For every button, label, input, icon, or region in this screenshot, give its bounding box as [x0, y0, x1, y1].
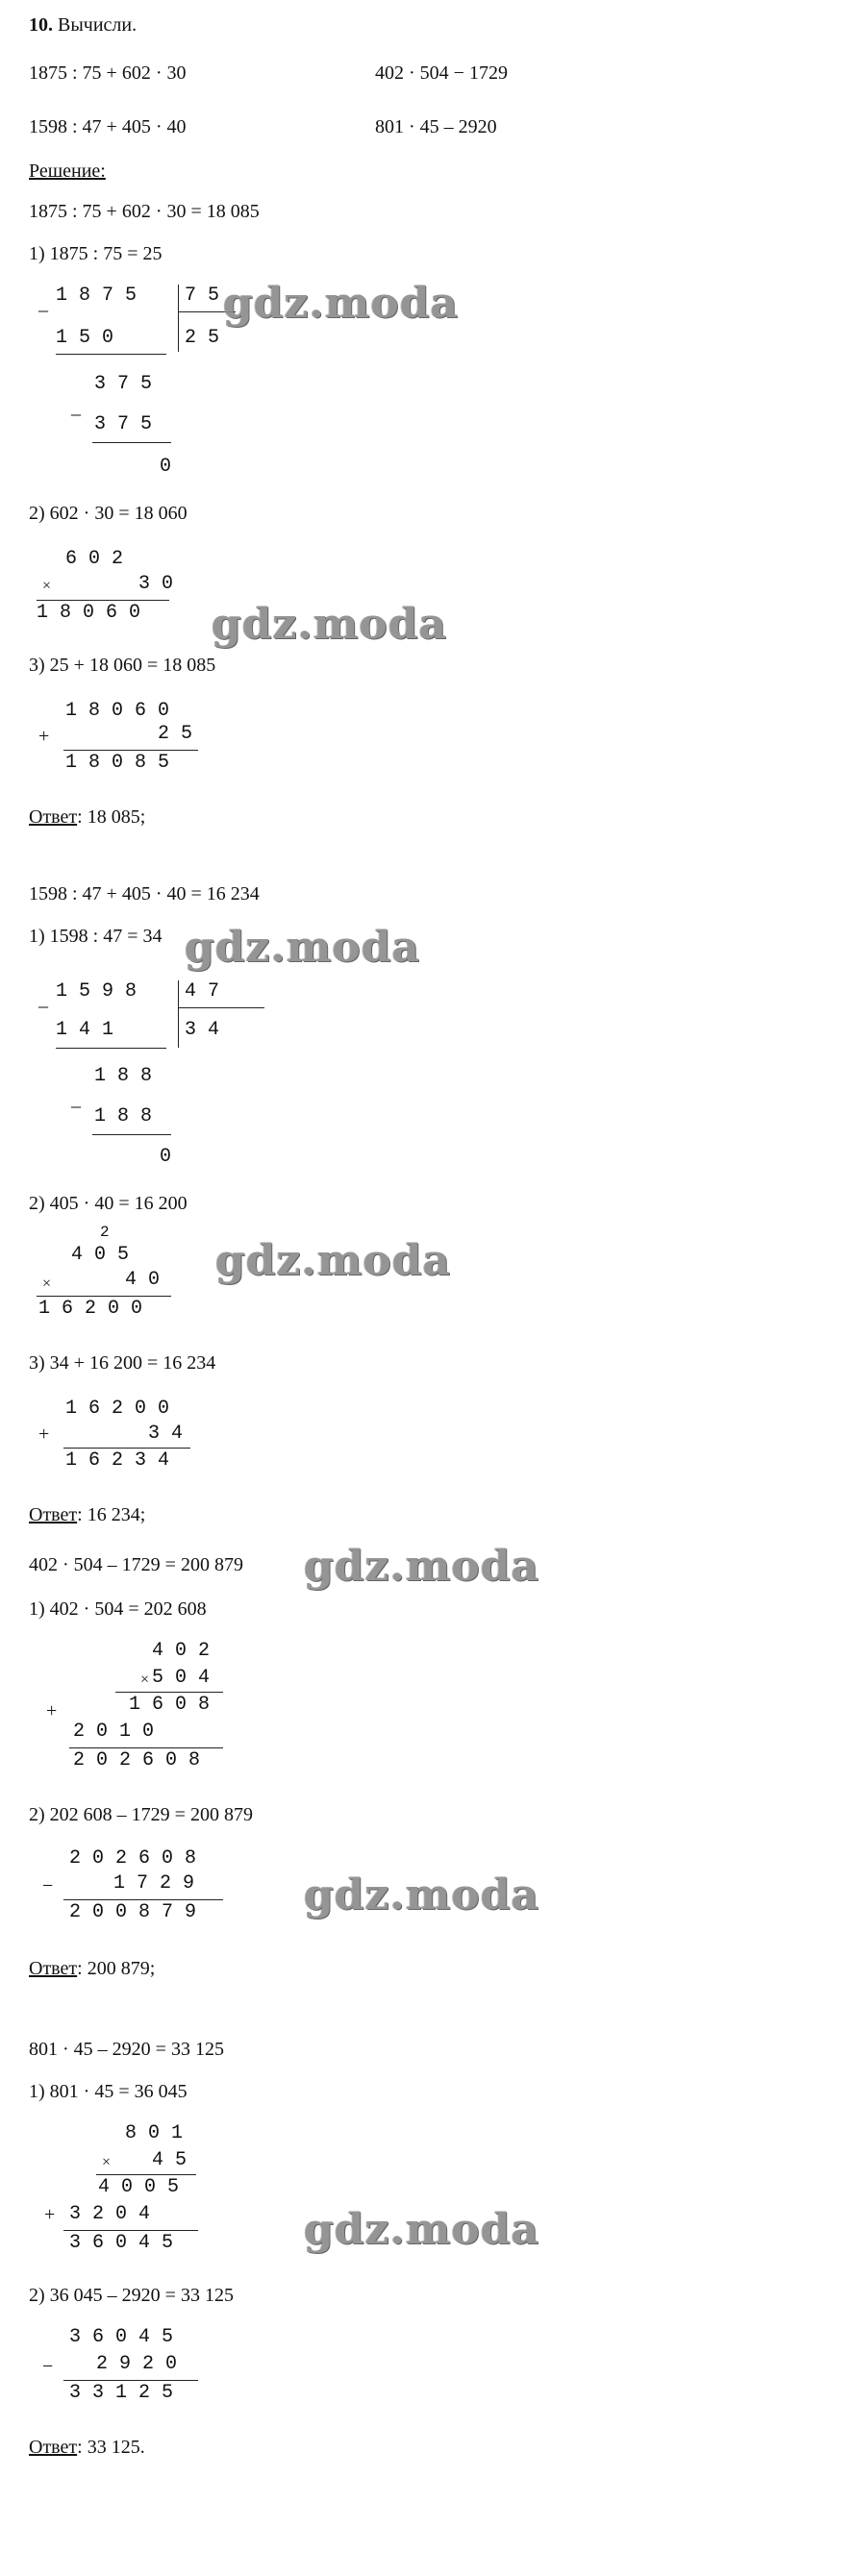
answer-label: Ответ	[29, 806, 78, 828]
ex2-sub2: 1 8 8	[94, 1105, 153, 1127]
watermark: gdz.moda	[185, 923, 421, 972]
ex4-partial-2: 3 2 0 4	[69, 2203, 151, 2225]
ex1-sub1: 1 5 0	[56, 327, 114, 349]
ex3-partial-2: 2 0 1 0	[73, 1721, 155, 1743]
watermark: gdz.moda	[304, 2205, 540, 2254]
ex1-step3: 3) 25 + 18 060 = 18 085	[29, 655, 216, 676]
answer-label: Ответ	[29, 1958, 78, 1979]
ex4-sub-result: 3 3 1 2 5	[69, 2382, 174, 2404]
ex4-partial-1: 4 0 0 5	[98, 2176, 180, 2198]
ex2-carry: 2	[100, 1224, 110, 1241]
ex4-equation: 801 · 45 – 2920 = 33 125	[29, 2039, 224, 2060]
minus-sign: −	[42, 1875, 54, 1896]
result-line	[63, 1448, 190, 1449]
ex3-sub-b: 1 7 2 9	[113, 1872, 195, 1895]
result-line	[63, 2230, 198, 2231]
ex3-mul-b: 5 0 4	[152, 1667, 211, 1689]
ex4-step2: 2) 36 045 – 2920 = 33 125	[29, 2285, 234, 2306]
ex2-quotient: 3 4	[185, 1019, 220, 1041]
ex1-mul-b: 3 0	[138, 573, 174, 595]
ex1-divisor: 7 5	[185, 285, 220, 307]
answer-value: 33 125.	[87, 2437, 145, 2458]
ex1-dividend: 1 8 7 5	[56, 285, 138, 307]
ex3-partial-1: 1 6 0 8	[129, 1694, 211, 1716]
minus-sign: _	[38, 293, 48, 314]
answer-label: Ответ	[29, 1504, 78, 1525]
ex2-mul-a: 4 0 5	[71, 1244, 130, 1266]
ex2-divisor: 4 7	[185, 980, 220, 1003]
minus-sign: _	[38, 989, 48, 1010]
ex4-mul-b: 4 5	[152, 2149, 188, 2171]
ex1-mul-a: 6 0 2	[65, 548, 124, 570]
minus-sign: _	[71, 397, 81, 418]
multiply-sign: ×	[102, 2154, 112, 2170]
multiply-sign: ×	[42, 1276, 52, 1292]
ex2-step2: 2) 405 · 40 = 16 200	[29, 1193, 188, 1214]
ex3-equation: 402 · 504 – 1729 = 200 879	[29, 1554, 243, 1575]
watermark: gdz.moda	[215, 1236, 452, 1285]
ex2-add-result: 1 6 2 3 4	[65, 1449, 170, 1472]
ex2-step3: 3) 34 + 16 200 = 16 234	[29, 1352, 216, 1374]
minus-sign: −	[42, 2356, 54, 2377]
result-line	[63, 750, 198, 751]
task-4: 801 · 45 – 2920	[375, 116, 497, 137]
result-line	[63, 2380, 198, 2381]
exercise-header	[29, 13, 137, 37]
answer-value: 18 085;	[87, 806, 146, 828]
watermark: gdz.moda	[212, 600, 448, 649]
ex2-rem1: 1 8 8	[94, 1065, 153, 1087]
multiply-sign: ×	[140, 1672, 150, 1688]
ex1-step1: 1) 1875 : 75 = 25	[29, 243, 163, 264]
minus-sign: _	[71, 1089, 81, 1110]
ex2-dividend: 1 5 9 8	[56, 980, 138, 1003]
ex2-mul-b: 4 0	[125, 1269, 161, 1291]
solution-label: Решение:	[29, 161, 106, 182]
division-line	[92, 1134, 171, 1135]
multiply-sign: ×	[42, 578, 52, 594]
ex2-add-b: 3 4	[148, 1423, 184, 1445]
ex4-mul-result: 3 6 0 4 5	[69, 2232, 174, 2254]
result-line	[37, 1296, 171, 1297]
ex3-mul-a: 4 0 2	[152, 1640, 211, 1662]
ex2-mul-result: 1 6 2 0 0	[38, 1298, 143, 1320]
division-line	[92, 442, 171, 443]
ex3-answer: Ответ: 200 879;	[29, 1958, 156, 1979]
answer-value: 16 234;	[87, 1504, 146, 1525]
division-line	[56, 354, 166, 355]
ex4-answer: Ответ: 33 125.	[29, 2437, 145, 2458]
ex1-remainder: 0	[160, 456, 172, 478]
ex2-answer: Ответ: 16 234;	[29, 1504, 146, 1525]
exercise-title: Вычисли.	[58, 14, 138, 36]
ex2-sub1: 1 4 1	[56, 1019, 114, 1041]
ex4-sub-a: 3 6 0 4 5	[69, 2326, 174, 2348]
ex3-step1: 1) 402 · 504 = 202 608	[29, 1598, 207, 1620]
ex3-sub-result: 2 0 0 8 7 9	[69, 1901, 197, 1923]
plus-sign: +	[38, 1424, 50, 1445]
ex1-answer: Ответ: 18 085;	[29, 806, 146, 828]
ex4-mul-a: 8 0 1	[125, 2122, 184, 2144]
ex1-sub2: 3 7 5	[94, 413, 153, 435]
divisor-line	[178, 1007, 264, 1008]
watermark: gdz.moda	[223, 279, 460, 328]
result-line	[37, 600, 169, 601]
exercise-number: 10.	[29, 14, 53, 36]
plus-sign: +	[46, 1700, 58, 1721]
ex1-add-a: 1 8 0 6 0	[65, 700, 170, 722]
task-2: 402 · 504 − 1729	[375, 62, 508, 84]
result-line	[69, 1747, 223, 1748]
ex3-step2: 2) 202 608 – 1729 = 200 879	[29, 1804, 253, 1825]
ex1-quotient: 2 5	[185, 327, 220, 349]
answer-value: 200 879;	[87, 1958, 156, 1979]
ex2-step1: 1) 1598 : 47 = 34	[29, 926, 163, 947]
ex2-equation: 1598 : 47 + 405 · 40 = 16 234	[29, 883, 260, 904]
ex1-equation: 1875 : 75 + 602 · 30 = 18 085	[29, 201, 260, 222]
watermark: gdz.moda	[304, 1870, 540, 1920]
watermark: gdz.moda	[304, 1542, 540, 1591]
ex1-step2: 2) 602 · 30 = 18 060	[29, 503, 188, 524]
task-3: 1598 : 47 + 405 · 40	[29, 116, 187, 137]
task-1: 1875 : 75 + 602 · 30	[29, 62, 187, 84]
ex1-add-result: 1 8 0 8 5	[65, 752, 170, 774]
division-bar	[178, 285, 179, 352]
plus-sign: +	[38, 726, 50, 747]
plus-sign: +	[44, 2204, 56, 2225]
ex3-sub-a: 2 0 2 6 0 8	[69, 1847, 197, 1870]
ex1-rem1: 3 7 5	[94, 373, 153, 395]
answer-label: Ответ	[29, 2437, 78, 2458]
ex2-remainder: 0	[160, 1146, 172, 1168]
ex3-mul-result: 2 0 2 6 0 8	[73, 1749, 201, 1771]
result-line	[63, 1899, 223, 1900]
division-line	[56, 1048, 166, 1049]
ex4-step1: 1) 801 · 45 = 36 045	[29, 2081, 188, 2102]
ex1-add-b: 2 5	[158, 723, 193, 745]
partial-line	[115, 1692, 223, 1693]
ex2-add-a: 1 6 2 0 0	[65, 1398, 170, 1420]
division-bar	[178, 980, 179, 1048]
partial-line	[96, 2174, 196, 2175]
ex4-sub-b: 2 9 2 0	[96, 2353, 178, 2375]
ex1-mul-result: 1 8 0 6 0	[37, 602, 141, 624]
